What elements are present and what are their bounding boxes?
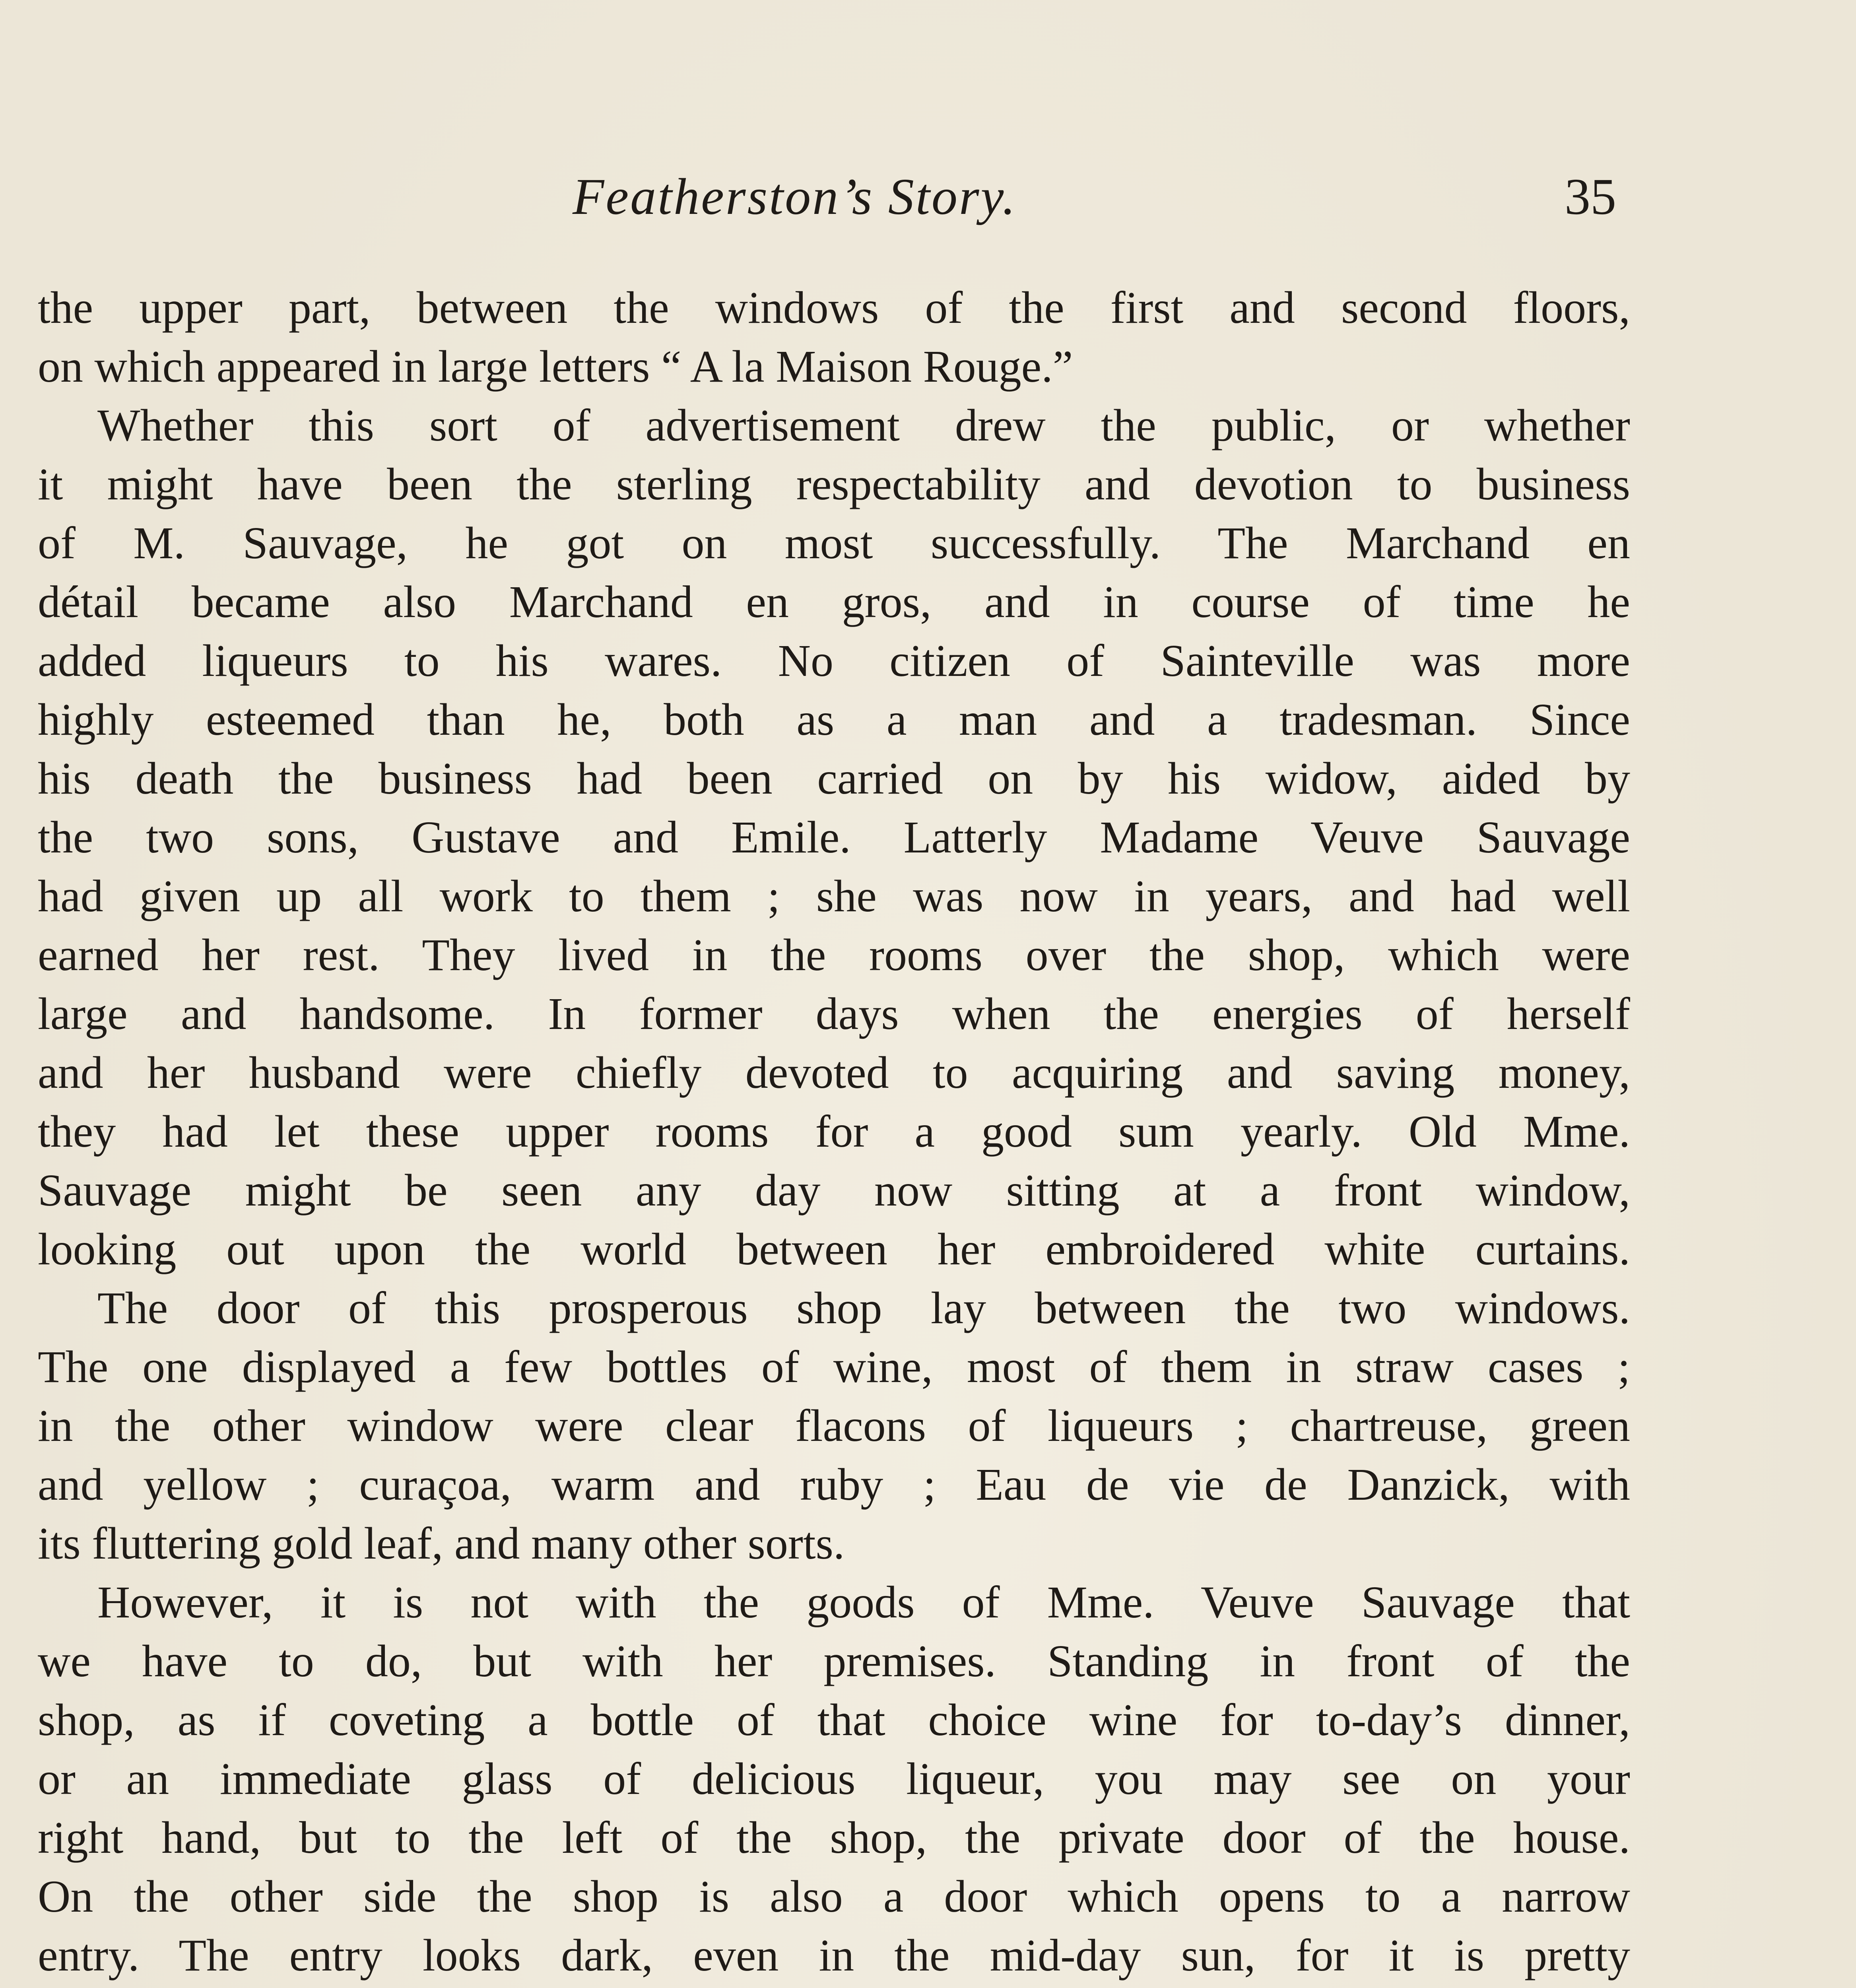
text-line: of M. Sauvage, he got on most successfully. The Marchand en	[38, 518, 1630, 568]
text-line: in the other window were clear flacons of liqueurs ; chartreuse, green	[38, 1400, 1630, 1451]
text-line: they had let these upper rooms for a good sum yearly. Old Mme.	[38, 1106, 1630, 1157]
text-line: The door of this prosperous shop lay between the two windows.	[97, 1283, 1630, 1333]
text-line: had given up all work to them ; she was now in years, and had well	[38, 871, 1630, 921]
text-line: right hand, but to the left of the shop, the private door of the house.	[38, 1812, 1630, 1863]
text-line: its fluttering gold leaf, and many other sorts.	[38, 1518, 845, 1569]
text-line: Whether this sort of advertisement drew the public, or whether	[97, 400, 1630, 450]
text-line: large and handsome. In former days when the energies of herself	[38, 988, 1630, 1039]
text-line: we have to do, but with her premises. Standing in front of the	[38, 1636, 1630, 1686]
page-number: 35	[1565, 168, 1616, 225]
text-line: earned her rest. They lived in the rooms over the shop, which were	[38, 930, 1630, 980]
text-line: The one displayed a few bottles of wine, most of them in straw cases ;	[38, 1342, 1630, 1392]
paragraph	[38, 1279, 1630, 1573]
paragraph	[38, 1573, 1630, 1988]
running-header	[0, 167, 1856, 247]
text-line: or an immediate glass of delicious liqueur, you may see on your	[38, 1753, 1630, 1804]
text-line: and yellow ; curaçoa, warm and ruby ; Eau de vie de Danzick, with	[38, 1459, 1630, 1510]
text-line: détail became also Marchand en gros, and in course of time he	[38, 577, 1630, 627]
text-line: and her husband were chiefly devoted to acquiring and saving money,	[38, 1047, 1630, 1098]
text-line: entry. The entry looks dark, even in the mid-day sun, for it is pretty	[38, 1930, 1630, 1980]
paragraph	[38, 396, 1630, 1279]
body-text	[38, 278, 1630, 1988]
text-line	[38, 1985, 1630, 1988]
text-line: highly esteemed than he, both as a man and a tradesman. Since	[38, 694, 1630, 745]
text-line: added liqueurs to his wares. No citizen of Sainteville was more	[38, 635, 1630, 686]
text-line: Sauvage might be seen any day now sitting at a front window,	[38, 1165, 1630, 1215]
running-title: Featherston’s Story.	[573, 168, 1017, 225]
text-line: it might have been the sterling respectability and devotion to business	[38, 459, 1630, 509]
text-line: On the other side the shop is also a door which opens to a narrow	[38, 1871, 1630, 1922]
text-line: his death the business had been carried on by his widow, aided by	[38, 753, 1630, 804]
text-line: on which appeared in large letters “ A la Maison Rouge.”	[38, 341, 1073, 392]
text-line: the upper part, between the windows of the first and second floors,	[38, 282, 1630, 333]
text-line: the two sons, Gustave and Emile. Latterly Madame Veuve Sauvage	[38, 812, 1630, 862]
text-line: shop, as if coveting a bottle of that choice wine for to-day’s dinner,	[38, 1695, 1630, 1745]
text-line: However, it is not with the goods of Mme. Veuve Sauvage that	[97, 1577, 1630, 1627]
text-line: looking out upon the world between her embroidered white curtains.	[38, 1224, 1630, 1274]
paragraph	[38, 278, 1630, 396]
